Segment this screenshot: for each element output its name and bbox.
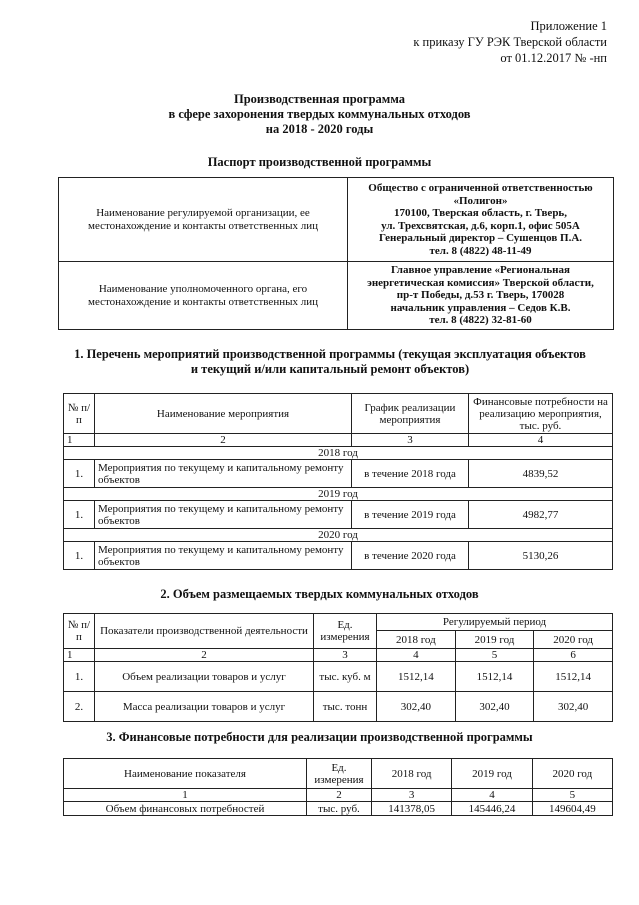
row-name: Мероприятия по текущему и капитальному ремонту объектов bbox=[95, 501, 352, 529]
org-line: «Полигон» bbox=[453, 194, 508, 207]
row-value: 302,40 bbox=[455, 692, 534, 722]
header-cell: № п/п bbox=[64, 614, 95, 649]
column-number: 1 bbox=[64, 434, 95, 447]
year-row bbox=[64, 447, 613, 460]
passport-authority-label: Наименование уполномоченного органа, его местонахождение и контакты ответственных лиц bbox=[59, 262, 348, 330]
column-number-row bbox=[64, 649, 613, 662]
section2-table bbox=[63, 613, 613, 722]
year-label: 2018 год bbox=[64, 447, 613, 460]
authority-line: начальник управления – Седов К.В. bbox=[390, 301, 571, 314]
row-amount: 4839,52 bbox=[469, 460, 613, 488]
column-number: 5 bbox=[532, 789, 612, 802]
passport-table bbox=[58, 177, 614, 330]
column-number: 4 bbox=[452, 789, 532, 802]
table-row bbox=[64, 542, 613, 570]
passport-authority-value bbox=[348, 262, 614, 330]
column-number: 5 bbox=[455, 649, 534, 662]
column-number: 1 bbox=[64, 789, 307, 802]
org-line: тел. 8 (4822) 48-11-49 bbox=[429, 244, 532, 257]
header-cell: График реализации мероприятия bbox=[352, 394, 469, 434]
section3-heading: 3. Финансовые потребности для реализации производственной программы bbox=[106, 730, 533, 744]
table-row bbox=[64, 662, 613, 692]
header-cell: Финансовые потребности на реализацию мероприятия, тыс. руб. bbox=[469, 394, 613, 434]
passport-org-label: Наименование регулируемой организации, ее местонахождение и контакты ответственных лиц bbox=[59, 178, 348, 262]
title-line1: Производственная программа bbox=[233, 92, 406, 106]
org-line: 170100, Тверская область, г. Тверь, bbox=[393, 207, 568, 219]
authority-line: Главное управление «Региональная bbox=[391, 264, 570, 277]
passport-row bbox=[59, 262, 614, 330]
row-value: 1512,14 bbox=[455, 662, 534, 692]
row-number: 1. bbox=[64, 662, 95, 692]
row-name: Мероприятия по текущему и капитальному ремонту объектов bbox=[95, 460, 352, 488]
row-value: 302,40 bbox=[534, 692, 613, 722]
year-label: 2019 год bbox=[64, 488, 613, 501]
column-number: 2 bbox=[95, 649, 314, 662]
column-number: 2 bbox=[95, 434, 352, 447]
header-cell: Ед. измерения bbox=[307, 759, 372, 789]
year-header: 2018 год bbox=[377, 631, 456, 649]
year-row bbox=[64, 529, 613, 542]
header-cell: Регулируемый период bbox=[377, 614, 613, 631]
year-header: 2019 год bbox=[455, 631, 534, 649]
row-number: 1. bbox=[64, 460, 95, 488]
row-value: 1512,14 bbox=[534, 662, 613, 692]
column-number: 3 bbox=[314, 649, 377, 662]
column-number-row bbox=[64, 434, 613, 447]
header-cell: Ед. измерения bbox=[314, 614, 377, 649]
row-schedule: в течение 2020 года bbox=[352, 542, 469, 570]
year-label: 2020 год bbox=[64, 529, 613, 542]
appendix-line2: к приказу ГУ РЭК Тверской области bbox=[413, 35, 607, 49]
table-row bbox=[64, 692, 613, 722]
column-number: 6 bbox=[534, 649, 613, 662]
section1-heading bbox=[40, 347, 620, 377]
row-value: 149604,49 bbox=[532, 802, 612, 816]
section1-table bbox=[63, 393, 613, 570]
column-number: 3 bbox=[372, 789, 452, 802]
appendix-line3: от 01.12.2017 № -нп bbox=[500, 51, 607, 65]
row-value: 302,40 bbox=[377, 692, 456, 722]
title-line2: в сфере захоронения твердых коммунальных отходов bbox=[168, 107, 471, 121]
passport-heading: Паспорт производственной программы bbox=[207, 155, 432, 169]
table-header-row bbox=[64, 394, 613, 434]
row-number: 1. bbox=[64, 501, 95, 529]
row-schedule: в течение 2019 года bbox=[352, 501, 469, 529]
row-value: 141378,05 bbox=[372, 802, 452, 816]
section1-heading-line2: и текущий и/или капитальный ремонт объектов) bbox=[190, 362, 470, 376]
table-row bbox=[64, 460, 613, 488]
column-number: 2 bbox=[307, 789, 372, 802]
row-amount: 4982,77 bbox=[469, 501, 613, 529]
passport-org-value bbox=[348, 178, 614, 262]
row-value: 145446,24 bbox=[452, 802, 532, 816]
header-cell: 2019 год bbox=[452, 759, 532, 789]
section1-heading-line1: 1. Перечень мероприятий производственной программы (текущая эксплуатация объектов bbox=[74, 347, 586, 361]
row-unit: тыс. тонн bbox=[314, 692, 377, 722]
appendix-line1: Приложение 1 bbox=[530, 19, 607, 33]
authority-line: энергетическая комиссия» Тверской области, bbox=[367, 276, 594, 289]
row-name: Масса реализации товаров и услуг bbox=[95, 692, 314, 722]
header-cell: Наименование мероприятия bbox=[95, 394, 352, 434]
org-line: Генеральный директор – Сушенцов П.А. bbox=[378, 232, 583, 244]
column-number: 4 bbox=[469, 434, 613, 447]
row-amount: 5130,26 bbox=[469, 542, 613, 570]
document-title bbox=[0, 92, 639, 137]
row-unit: тыс. руб. bbox=[307, 802, 372, 816]
year-header: 2020 год bbox=[534, 631, 613, 649]
header-cell: 2020 год bbox=[532, 759, 612, 789]
section3-table bbox=[63, 758, 613, 816]
header-cell: 2018 год bbox=[372, 759, 452, 789]
section2-heading: 2. Объем размещаемых твердых коммунальных отходов bbox=[160, 587, 479, 601]
row-value: 1512,14 bbox=[377, 662, 456, 692]
org-line: Общество с ограниченной ответственностью bbox=[368, 182, 593, 194]
org-line: ул. Трехсвятская, д.6, корп.1, офис 505А bbox=[381, 219, 580, 232]
column-number-row bbox=[64, 789, 613, 802]
row-number: 2. bbox=[64, 692, 95, 722]
header-cell: № п/п bbox=[64, 394, 95, 434]
table-header-row bbox=[64, 759, 613, 789]
year-row bbox=[64, 488, 613, 501]
row-name: Мероприятия по текущему и капитальному ремонту объектов bbox=[95, 542, 352, 570]
column-number: 1 bbox=[64, 649, 95, 662]
authority-line: пр-т Победы, д.53 г. Тверь, 170028 bbox=[396, 289, 565, 302]
row-unit: тыс. куб. м bbox=[314, 662, 377, 692]
table-row bbox=[64, 501, 613, 529]
row-number: 1. bbox=[64, 542, 95, 570]
passport-row bbox=[59, 178, 614, 262]
row-name: Объем реализации товаров и услуг bbox=[95, 662, 314, 692]
row-name: Объем финансовых потребностей bbox=[64, 802, 307, 816]
appendix-block bbox=[413, 18, 607, 66]
header-cell: Наименование показателя bbox=[64, 759, 307, 789]
title-line3: на 2018 - 2020 годы bbox=[265, 122, 374, 136]
column-number: 3 bbox=[352, 434, 469, 447]
row-schedule: в течение 2018 года bbox=[352, 460, 469, 488]
authority-line: тел. 8 (4822) 32-81-60 bbox=[429, 314, 532, 327]
header-cell: Показатели производственной деятельности bbox=[95, 614, 314, 649]
table-header-row bbox=[64, 614, 613, 631]
table-row bbox=[64, 802, 613, 816]
column-number: 4 bbox=[377, 649, 456, 662]
